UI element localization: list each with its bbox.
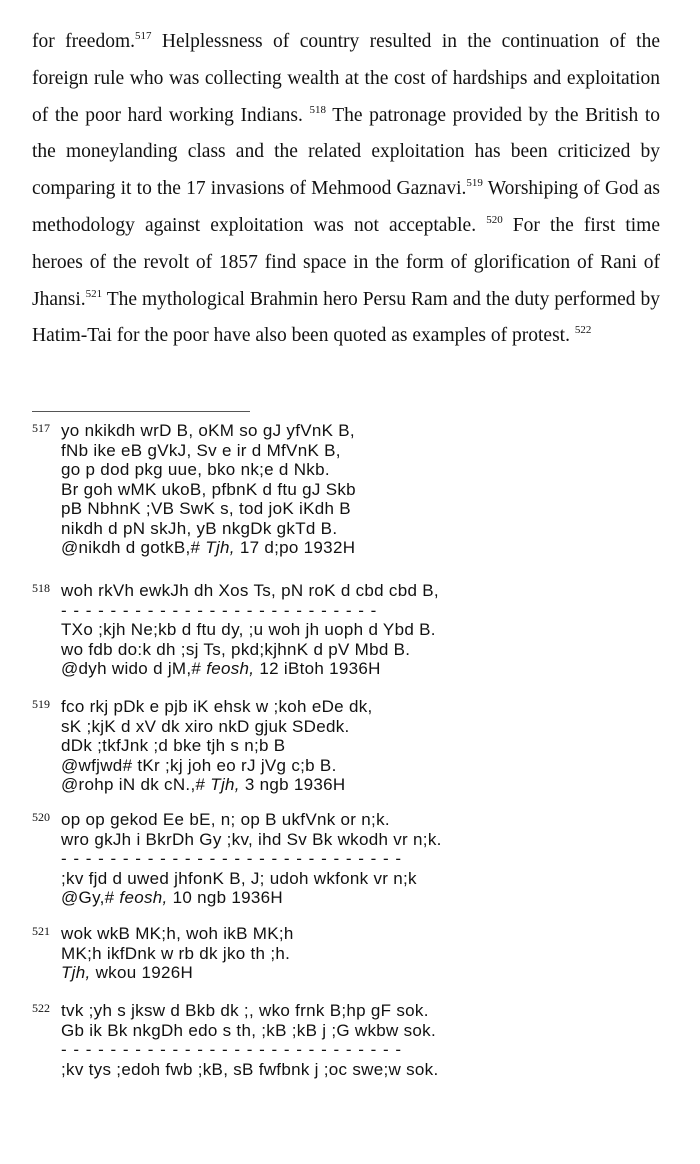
verse-line <box>61 924 672 944</box>
footnote-520 <box>32 810 672 908</box>
verse-text: @rohp iN dk cN.,# <box>61 775 206 794</box>
verse-line <box>61 888 672 908</box>
footnote-verse <box>61 581 672 679</box>
footnote-number: 519 <box>32 697 50 711</box>
ellipsis-dashes <box>61 849 672 869</box>
footnote-number: 520 <box>32 810 50 824</box>
footnote-verse <box>61 810 672 908</box>
verse-line <box>61 717 672 737</box>
footnote-ref: 522 <box>574 324 592 337</box>
footnote-number: 517 <box>32 421 50 435</box>
verse-text: - - - - - - - - - - - - - - - - - - - - - - - - - - - - <box>61 849 403 868</box>
verse-text: tvk ;yh s jksw d Bkb dk ;, wko frnk B;hp gF sok. <box>61 1001 429 1020</box>
verse-text: go p dod pkg uue, bko nk;e d Nkb. <box>61 460 330 479</box>
footnote-separator <box>32 411 250 412</box>
source-title: feosh, <box>114 888 168 907</box>
verse-line <box>61 963 672 983</box>
verse-line <box>61 1021 672 1041</box>
body-text: The patronage provided by the British to the moneylanding class and the related exploitation has been criticized by comparing it to the 17 invasions of Mehmood Gaznavi. <box>32 104 660 200</box>
ellipsis-dashes <box>61 601 672 621</box>
verse-line <box>61 944 672 964</box>
verse-line <box>61 1060 672 1080</box>
verse-text: ;kv fjd d uwed jhfonK B, J; udoh wkfonk vr n;k <box>61 868 417 888</box>
verse-text: Gb ik Bk nkgDh edo s th, ;kB ;kB j ;G wkbw sok. <box>61 1020 437 1040</box>
verse-line <box>61 480 672 500</box>
verse-line <box>61 775 672 795</box>
verse-line <box>61 460 672 480</box>
verse-text: yo nkikdh wrD B, oKM so gJ yfVnK B, <box>61 421 355 440</box>
verse-line <box>61 421 672 441</box>
source-title: Tjh, <box>200 538 235 557</box>
verse-text: fco rkj pDk e pjb iK ehsk w ;koh eDe dk, <box>61 697 373 716</box>
verse-text: woh rkVh ewkJh dh Xos Ts, pN roK d cbd cbd B, <box>61 581 439 600</box>
source-date: 3 ngb 1936H <box>239 775 346 794</box>
footnote-verse <box>61 924 672 983</box>
verse-text: dDk ;tkfJnk ;d bke tjh s n;b B <box>61 736 286 755</box>
body-text: For the first time heroes of the revolt of 1857 find space in the form of glorification of Rani of Jhansi. <box>32 214 660 310</box>
verse-line <box>61 736 672 756</box>
footnote-verse <box>61 697 672 795</box>
verse-text: nikdh d pN skJh, yB nkgDk gkTd B. <box>61 518 338 538</box>
body-text: Worshiping of God as methodology against exploitation was not acceptable. <box>32 178 660 236</box>
verse-text: TXo ;kjh Ne;kb d ftu dy, ;u woh jh uoph d Ybd B. <box>61 620 436 639</box>
footnote-ref: 521 <box>85 287 103 300</box>
verse-line <box>61 756 672 776</box>
verse-line <box>61 640 672 660</box>
verse-text: ;kv tys ;edoh fwb ;kB, sB fwfbnk j ;oc swe;w sok. <box>61 1059 439 1079</box>
body-text: for freedom. <box>32 31 135 52</box>
footnote-number: 521 <box>32 924 50 938</box>
verse-line <box>61 538 672 558</box>
verse-line <box>61 810 672 830</box>
verse-text: fNb ike eB gVkJ, Sv e ir d MfVnK B, <box>61 440 341 460</box>
verse-text: @wfjwd# tKr ;kj joh eo rJ jVg c;b B. <box>61 755 337 775</box>
footnote-verse <box>61 1001 672 1079</box>
verse-line <box>61 441 672 461</box>
footnote-number: 518 <box>32 581 50 595</box>
verse-text: @dyh wido d jM,# <box>61 659 202 678</box>
verse-line <box>61 519 672 539</box>
source-date: 17 d;po 1932H <box>234 538 356 557</box>
verse-text: Br goh wMK ukoB, pfbnK d ftu gJ Skb <box>61 479 356 499</box>
main-paragraph <box>32 24 660 355</box>
source-title: feosh, <box>201 659 255 678</box>
ellipsis-dashes <box>61 1040 672 1060</box>
source-title: Tjh, <box>61 963 91 982</box>
verse-line <box>61 499 672 519</box>
source-title: Tjh, <box>205 775 240 794</box>
footnote-521 <box>32 924 672 983</box>
verse-text: @nikdh d gotkB,# <box>61 538 201 557</box>
footnote-ref: 519 <box>466 177 483 190</box>
footnote-522 <box>32 1001 672 1079</box>
verse-text: wok wkB MK;h, woh ikB MK;h <box>61 924 294 943</box>
source-date: 12 iBtoh 1936H <box>254 659 381 678</box>
verse-line <box>61 1001 672 1021</box>
footnote-519 <box>32 697 672 795</box>
footnote-517 <box>32 421 672 558</box>
verse-line <box>61 697 672 717</box>
body-text: Helplessness of country resulted in the continuation of the foreign rule who was collecting wealth at the cost of hardships and exploitation of the poor hard working Indians. <box>32 31 660 126</box>
source-date: wkou 1926H <box>90 963 194 982</box>
verse-line <box>61 620 672 640</box>
verse-text: - - - - - - - - - - - - - - - - - - - - - - - - - - - - <box>61 1040 403 1059</box>
footnote-number: 522 <box>32 1001 50 1015</box>
verse-text: wo fdb do:k dh ;sj Ts, pkd;kjhnK d pV Mbd B. <box>61 639 411 659</box>
footnote-ref: 517 <box>135 30 152 42</box>
verse-line <box>61 830 672 850</box>
verse-text: MK;h ikfDnk w rb dk jko th ;h. <box>61 943 291 963</box>
footnote-ref: 520 <box>486 213 503 226</box>
verse-text: wro gkJh i BkrDh Gy ;kv, ihd Sv Bk wkodh vr n;k. <box>61 829 442 849</box>
verse-text: @Gy,# <box>61 888 115 907</box>
verse-line <box>61 659 672 679</box>
footnote-ref: 518 <box>309 103 326 116</box>
source-date: 10 ngb 1936H <box>167 888 283 907</box>
body-text: The mythological Brahmin hero Persu Ram and the duty performed by Hatim-Tai for the poor have also been quoted as examples of protest. <box>32 288 660 347</box>
verse-text: - - - - - - - - - - - - - - - - - - - - - - - - - - <box>61 600 378 620</box>
footnote-verse <box>61 421 672 558</box>
verse-text: sK ;kjK d xV dk xiro nkD gjuk SDedk. <box>61 716 350 736</box>
verse-text: pB NbhnK ;VB SwK s, tod joK iKdh B <box>61 499 351 518</box>
verse-line <box>61 869 672 889</box>
verse-line <box>61 581 672 601</box>
footnote-518 <box>32 581 672 679</box>
verse-text: op op gekod Ee bE, n; op B ukfVnk or n;k. <box>61 810 390 829</box>
